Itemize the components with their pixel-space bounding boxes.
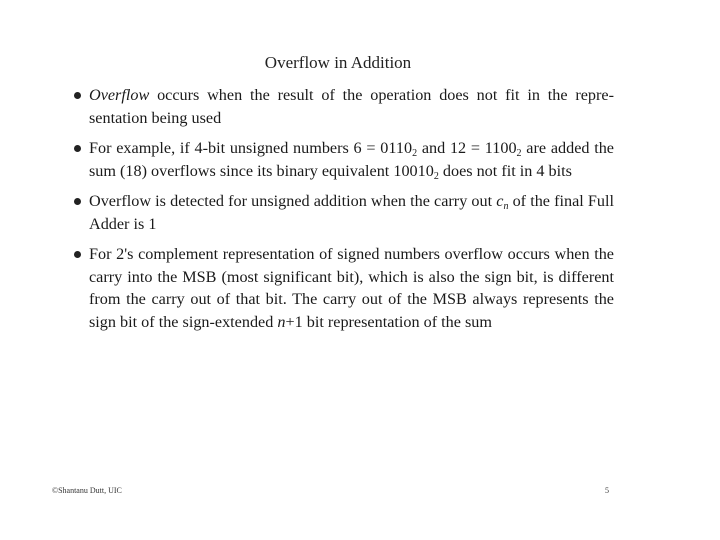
bullet-text-part: are added the sum (18) overflows since its binary equivalent 10010 <box>89 139 614 180</box>
subscript: n <box>503 201 509 212</box>
bullet-text-post: occurs when the result of the operation does not fit in the repre-sentation being used <box>89 86 614 127</box>
bullet-text-part: +1 bit representation of the sum <box>285 312 492 331</box>
math-variable: c <box>496 192 504 210</box>
bullet-twos-complement <box>74 243 614 333</box>
bullet-text-part: does not fit in 4 bits <box>438 161 572 180</box>
bullet-overflow-definition <box>74 84 614 129</box>
subscript: 2 <box>516 148 522 159</box>
page-number: 5 <box>605 486 609 495</box>
bullet-unsigned-example <box>74 137 614 182</box>
bullet-dot-icon <box>74 251 81 258</box>
bullet-dot-icon <box>74 145 81 152</box>
slide-title: Overflow in Addition <box>264 53 412 72</box>
term-overflow: Overflow <box>89 86 150 104</box>
bullet-text-part: For 2's complement representation of signed numbers overflow occurs when the carry into the MSB (most significant bit), which is also the sign bit, is different from the carry out of that bit. The carry out of the MSB always represents the sign bit of the sign-extended <box>89 245 614 331</box>
bullet-list <box>74 84 614 341</box>
bullet-dot-icon <box>74 92 81 99</box>
footer-copyright: ©Shantanu Dutt, UIC <box>52 486 122 495</box>
bullet-text-part: For example, if 4-bit unsigned numbers 6 = 0110 <box>89 139 413 157</box>
bullet-text-part: of the final Full Adder is 1 <box>89 192 614 233</box>
math-variable: n <box>277 312 286 331</box>
subscript: 2 <box>433 170 439 182</box>
bullet-dot-icon <box>74 198 81 205</box>
bullet-text-part: and 12 = 1100 <box>417 139 517 157</box>
bullet-text-part: Overflow is detected for unsigned addition when the carry out <box>89 192 497 210</box>
bullet-unsigned-detection <box>74 190 614 235</box>
subscript: 2 <box>412 148 418 159</box>
